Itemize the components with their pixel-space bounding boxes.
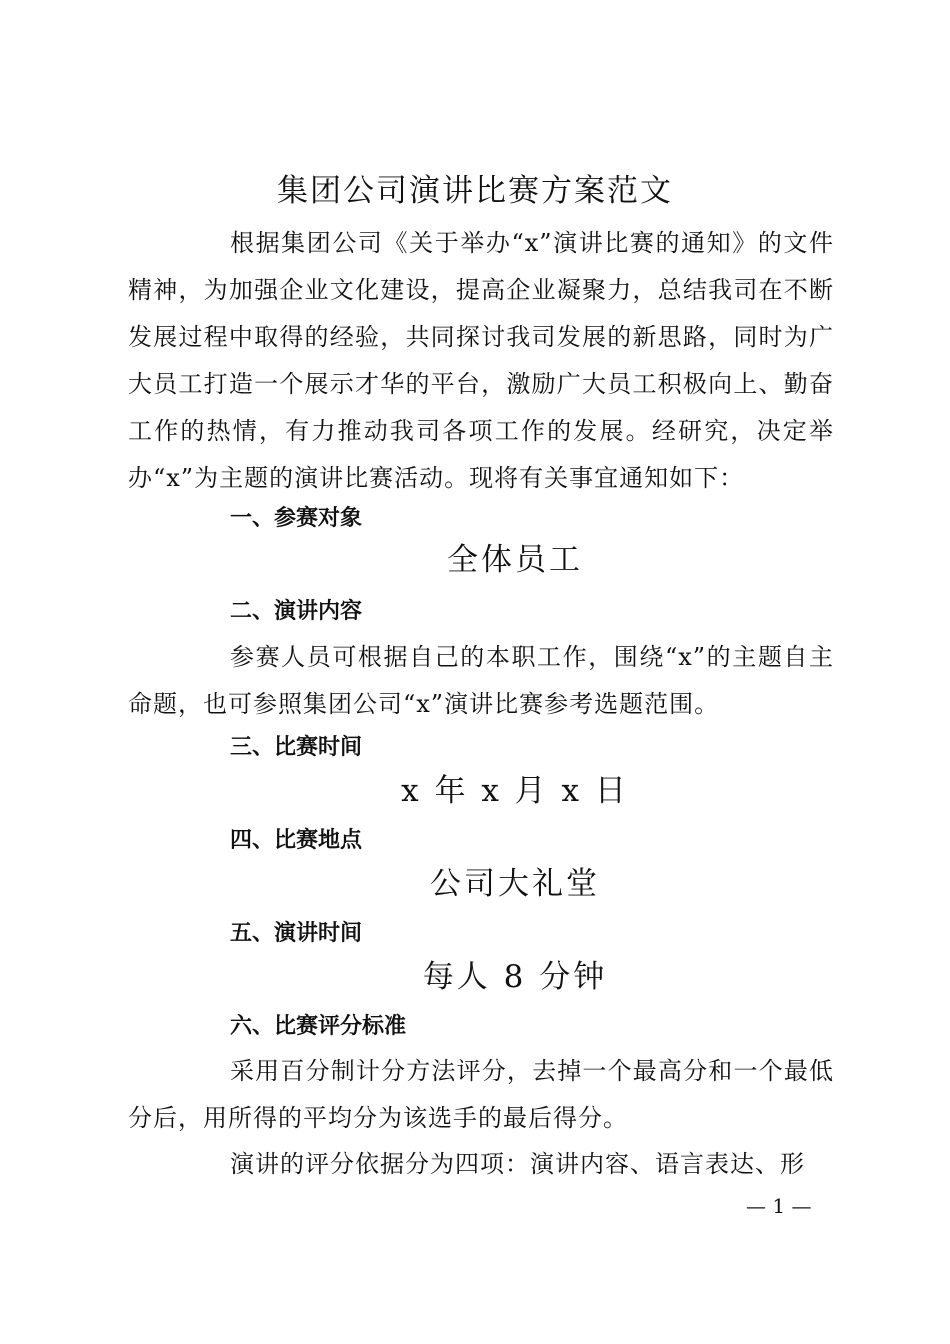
intro-paragraph: 根据集团公司《关于举办“x”演讲比赛的通知》的文件精神，为加强企业文化建设，提高企业凝聚力，总结我司在不断发展过程中取得的经验，共同探讨我司发展的新思路，同时为广大员工打造一个展示才华的平台，激励广大员工积极向上、勤奋工作的热情，有力推动我司各项工作的发展。经研究，决定举办“x”为主题的演讲比赛活动。现将有关事宜通知如下： bbox=[128, 229, 834, 492]
page-number: — 1 — bbox=[746, 1194, 812, 1218]
section-heading-duration: 五、演讲时间 bbox=[230, 921, 363, 946]
document-title: 集团公司演讲比赛方案范文 bbox=[277, 173, 673, 209]
content-paragraph: 参赛人员可根据自己的本职工作，围绕“x”的主题自主命题，也可参照集团公司“x”演讲比赛参考选题范围。 bbox=[128, 643, 834, 718]
section-heading-venue: 四、比赛地点 bbox=[230, 828, 363, 853]
scoring-paragraph: 采用百分制计分方法评分，去掉一个最高分和一个最低分后，用所得的平均分为该选手的最后得分。 bbox=[128, 1057, 834, 1132]
participants-value: 全体员工 bbox=[447, 542, 583, 578]
section-heading-participants: 一、参赛对象 bbox=[230, 506, 363, 531]
scoring-basis-paragraph: 演讲的评分依据分为四项：演讲内容、语言表达、形 bbox=[230, 1150, 805, 1178]
section-heading-date: 三、比赛时间 bbox=[230, 735, 363, 760]
section-heading-scoring: 六、比赛评分标准 bbox=[230, 1014, 407, 1039]
section-heading-content: 二、演讲内容 bbox=[230, 599, 363, 624]
duration-value: 每人 8 分钟 bbox=[422, 959, 608, 995]
date-value: x 年 x 月 x 日 bbox=[401, 773, 629, 809]
venue-value: 公司大礼堂 bbox=[430, 866, 600, 902]
